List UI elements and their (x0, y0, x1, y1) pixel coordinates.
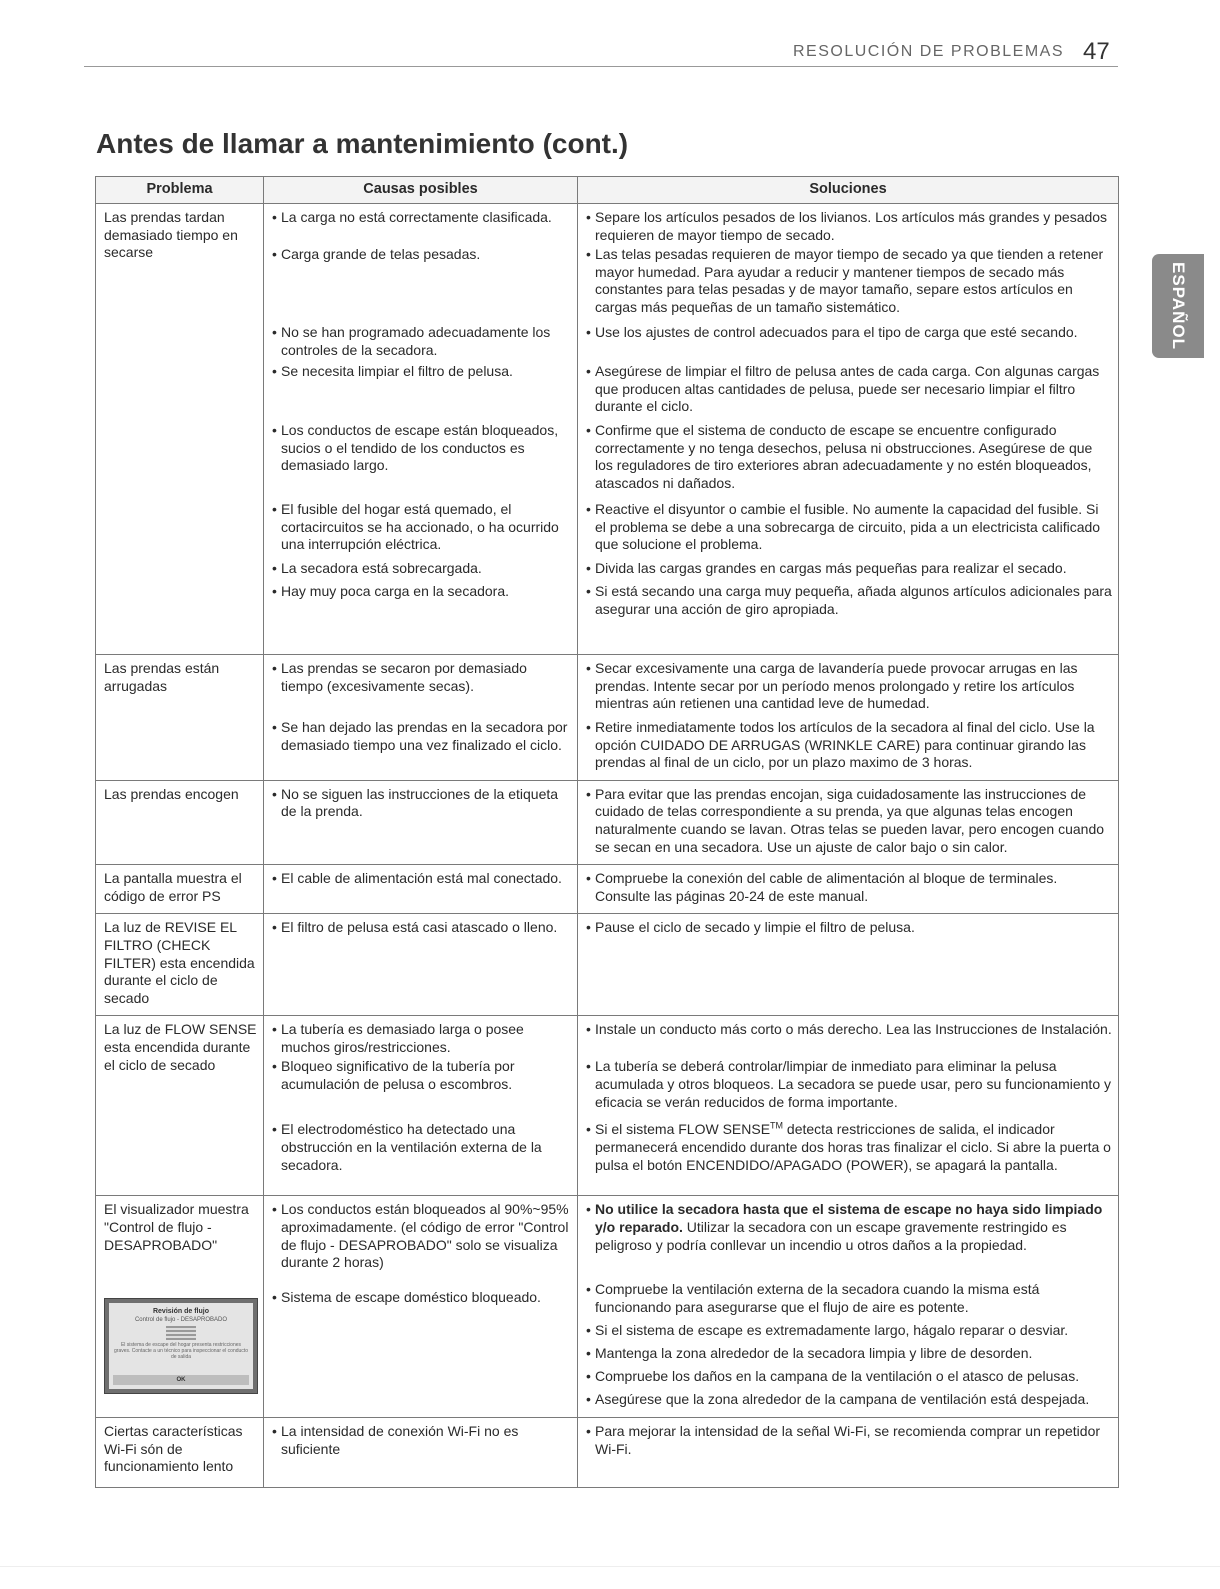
table-header-row (96, 177, 1119, 204)
solution-item: • Retire inmediatamente todos los artículos de la secadora al final del ciclo. Use la opción CUIDADO DE ARRUGAS (WRINKLE CARE) para continuar girando las prendas al final de un ciclo, por un plazo maximo de 3 horas. (586, 719, 1112, 772)
solution-item: • Para mejorar la intensidad de la señal Wi-Fi, se recomienda comprar un repetidor Wi-Fi. (586, 1423, 1112, 1458)
table-row (96, 865, 1119, 914)
solutions-cell (578, 1016, 1119, 1196)
solutions-cell (578, 780, 1119, 864)
solutions-cell (578, 204, 1119, 655)
solution-item: • Secar excesivamente una carga de lavandería puede provocar arrugas en las prendas. Intente secar por un período menos prolongado y retire los artículos mientras aún retienen una cantidad leve de humedad. (586, 660, 1112, 719)
solution-item (586, 1121, 1112, 1174)
page-bottom-edge (0, 1566, 1220, 1589)
solution-item: • Asegúrese que la zona alrededor de la campana de ventilación está despejada. (586, 1391, 1112, 1409)
solution-item: • Para evitar que las prendas encojan, siga cuidadosamente las instrucciones de cuidado de telas correspondiente a su prenda, ya que algunas telas encogen naturalmente cuando se lavan. Otras telas se pueden lavar, pero encogen cuando se secan en una secadora. Use un ajuste de calor bajo o sin calor. (586, 786, 1112, 856)
problem-cell: Las prendas tardan demasiado tiempo en secarse (96, 204, 264, 655)
table-row (96, 655, 1119, 781)
solution-item: • Compruebe los daños en la campana de la ventilación o el atasco de pelusas. (586, 1368, 1112, 1391)
flow-screen-subtitle: Control de flujo - DESAPROBADO (134, 1317, 228, 1324)
solutions-cell (578, 865, 1119, 914)
problem-cell: Ciertas características Wi-Fi són de funcionamiento lento (96, 1417, 264, 1487)
flow-screen-text: El sistema de escape del hogar presenta restricciones graves. Contacte a un técnico para inspeccionar el conducto de salida (114, 1342, 248, 1361)
cause-item: • La secadora está sobrecargada. (272, 560, 571, 583)
solution-item (586, 1201, 1112, 1281)
troubleshooting-table (95, 176, 1119, 1488)
solution-item: • Divida las cargas grandes en cargas más pequeñas para realizar el secado. (586, 560, 1112, 583)
solutions-cell (578, 914, 1119, 1016)
causes-cell (264, 1417, 578, 1487)
flow-screen (109, 1303, 253, 1389)
table-row (96, 914, 1119, 1016)
causes-cell (264, 655, 578, 781)
solution-text: Utilizar la secadora con un escape gravemente restringido es peligroso y podría conllevar un incendio u otros daños a la propiedad. (595, 1218, 1067, 1253)
problem-cell: La luz de FLOW SENSE esta encendida durante el ciclo de secado (96, 1016, 264, 1196)
causes-cell (264, 780, 578, 864)
cause-item: • No se han programado adecuadamente los controles de la secadora. (272, 324, 571, 363)
table-row (96, 1016, 1119, 1196)
vent-icon (166, 1326, 196, 1340)
cause-item: • Los conductos de escape están bloqueados, sucios o el tendido de los conductos es demasiado largo. (272, 422, 571, 501)
cause-item: • La tubería es demasiado larga o posee muchos giros/restricciones. (272, 1021, 571, 1058)
cause-item: • El electrodoméstico ha detectado una obstrucción en la ventilación externa de la secadora. (272, 1121, 571, 1174)
causes-cell (264, 1016, 578, 1196)
causes-cell (264, 204, 578, 655)
causes-cell (264, 1196, 578, 1418)
cause-item: • Las prendas se secaron por demasiado tiempo (excesivamente secas). (272, 660, 571, 719)
solution-item: • Mantenga la zona alrededor de la secadora limpia y libre de desorden. (586, 1345, 1112, 1368)
cause-item: • Se necesita limpiar el filtro de pelusa. (272, 363, 571, 422)
cause-item: • Carga grande de telas pesadas. (272, 246, 571, 324)
header-rule (84, 66, 1118, 67)
solution-item: • Compruebe la ventilación externa de la secadora cuando la misma está funcionando para asegurarse que el flujo de aire es potente. (586, 1281, 1112, 1322)
cause-item: • La carga no está correctamente clasificada. (272, 209, 571, 246)
column-header-problem: Problema (96, 177, 264, 204)
problem-cell: La luz de REVISE EL FILTRO (CHECK FILTER) esta encendida durante el ciclo de secado (96, 914, 264, 1016)
problem-cell: Las prendas están arrugadas (96, 655, 264, 781)
solution-item: • Pause el ciclo de secado y limpie el filtro de pelusa. (586, 919, 1112, 937)
problem-cell (96, 1196, 264, 1418)
solution-item: • La tubería se deberá controlar/limpiar de inmediato para eliminar la pelusa acumulada y otros bloqueos. La secadora se puede usar, pero su funcionamiento y eficacia se verán reducidos de forma importante. (586, 1058, 1112, 1121)
table-row (96, 1417, 1119, 1487)
cause-item: • Hay muy poca carga en la secadora. (272, 583, 571, 601)
solution-item: • Reactive el disyuntor o cambie el fusible. No aumente la capacidad del fusible. Si el problema se debe a una sobrecarga de circuito, pida a un electricista calificado que solucione el problema. (586, 501, 1112, 560)
table-row (96, 780, 1119, 864)
cause-item: • El cable de alimentación está mal conectado. (272, 870, 571, 888)
table-row (96, 1196, 1119, 1418)
solution-item: • Separe los artículos pesados de los livianos. Los artículos más grandes y pesados requieren de mayor tiempo de secado. (586, 209, 1112, 246)
problem-text: El visualizador muestra "Control de flujo - DESAPROBADO" (104, 1201, 249, 1253)
trademark-mark: TM (770, 1120, 784, 1131)
solutions-cell (578, 1196, 1119, 1418)
solution-item: • Confirme que el sistema de conducto de escape se encuentre configurado correctamente y no tenga desechos, pelusa ni obstrucciones. Asegúrese de que los reguladores de tiro exteriores abran adecuadamente y no estén bloqueados, atascados ni dañados. (586, 422, 1112, 501)
cause-item: • Los conductos están bloqueados al 90%~95% aproximadamente. (el código de error "Control de flujo - DESAPROBADO" solo se visualiza durante 2 horas) (272, 1201, 571, 1289)
cause-item: • Sistema de escape doméstico bloqueado. (272, 1289, 571, 1307)
problem-cell: Las prendas encogen (96, 780, 264, 864)
cause-item: • No se siguen las instrucciones de la etiqueta de la prenda. (272, 786, 571, 821)
solution-item: • Si el sistema de escape es extremadamente largo, hágalo reparar o desviar. (586, 1322, 1112, 1345)
flow-failure-screen-image (104, 1298, 258, 1394)
language-tab (1152, 254, 1204, 358)
problem-cell: La pantalla muestra el código de error PS (96, 865, 264, 914)
solution-item: • Instale un conducto más corto o más derecho. Lea las Instrucciones de Instalación. (586, 1021, 1112, 1058)
solution-item: • Las telas pesadas requieren de mayor tiempo de secado ya que tienden a retener mayor humedad. Para ayudar a reducir y mantener tiempos de secado más constantes para telas pesadas y de mayor tamaño, separe estos artículos en cargas más pequeñas de un tamaño sistemático. (586, 246, 1112, 324)
solution-item: • Si está secando una carga muy pequeña, añada algunos artículos adicionales para asegurar una acción de giro apropiada. (586, 583, 1112, 618)
solution-item: • Compruebe la conexión del cable de alimentación al bloque de terminales. Consulte las páginas 20-24 de este manual. (586, 870, 1112, 905)
table-row (96, 204, 1119, 655)
solutions-cell (578, 1417, 1119, 1487)
page-title: Antes de llamar a mantenimiento (cont.) (96, 128, 629, 159)
language-tab-label: ESPAÑOL (1169, 262, 1189, 350)
flow-screen-title: Revisión de flujo (152, 1308, 209, 1316)
solution-text: detecta restricciones de salida, el indicador permanecerá encendido durante dos horas tras finalizar el ciclo. Si abre la puerta o pulsa el botón ENCENDIDO/APAGADO (POWER), se apagará la pantalla. (595, 1121, 1111, 1173)
flow-screen-ok-button: OK (113, 1375, 249, 1385)
section-label: RESOLUCIÓN DE PROBLEMAS (793, 43, 1064, 60)
cause-item: • Bloqueo significativo de la tubería por acumulación de pelusa o escombros. (272, 1058, 571, 1121)
solution-warning: No utilice la secadora hasta que el sistema de escape no haya sido limpiado y/o reparado. (595, 1201, 1103, 1235)
cause-item: • El filtro de pelusa está casi atascado o lleno. (272, 919, 571, 937)
causes-cell (264, 865, 578, 914)
solution-item: • Use los ajustes de control adecuados para el tipo de carga que esté secando. (586, 324, 1112, 363)
cause-item: • Se han dejado las prendas en la secadora por demasiado tiempo una vez finalizado el ciclo. (272, 719, 571, 754)
column-header-solutions: Soluciones (578, 177, 1119, 204)
solutions-cell (578, 655, 1119, 781)
cause-item: • La intensidad de conexión Wi-Fi no es suficiente (272, 1423, 571, 1458)
causes-cell (264, 914, 578, 1016)
page-number: 47 (1083, 38, 1110, 65)
cause-item: • El fusible del hogar está quemado, el cortacircuitos se ha accionado, o ha ocurrido una interrupción eléctrica. (272, 501, 571, 560)
solution-text: Si el sistema FLOW SENSE (595, 1121, 771, 1138)
column-header-causes: Causas posibles (264, 177, 578, 204)
solution-item: • Asegúrese de limpiar el filtro de pelusa antes de cada carga. Con algunas cargas que producen altas cantidades de pelusa, puede ser necesario limpiar el filtro durante el ciclo. (586, 363, 1112, 422)
